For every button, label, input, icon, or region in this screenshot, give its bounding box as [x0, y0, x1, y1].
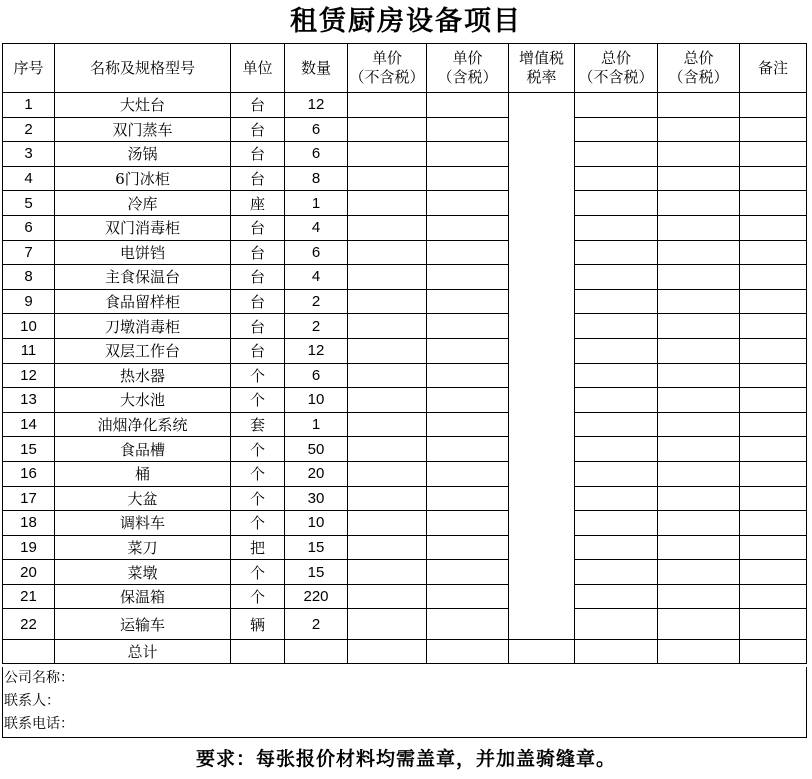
- table-row: [3, 314, 807, 339]
- row-seq: 9: [3, 289, 55, 314]
- row-seq: 16: [3, 461, 55, 486]
- row-price-ex-tax: [348, 265, 427, 290]
- table-row: [3, 191, 807, 216]
- row-price-in-tax: [427, 314, 509, 339]
- equipment-table: [2, 43, 807, 664]
- row-total-in-tax: [658, 461, 740, 486]
- row-remark: [740, 240, 807, 265]
- row-unit: 套: [231, 412, 285, 437]
- row-qty: 1: [285, 191, 348, 216]
- row-qty: 10: [285, 511, 348, 536]
- row-total-ex-tax: [575, 338, 658, 363]
- row-total-ex-tax: [575, 412, 658, 437]
- row-seq: 12: [3, 363, 55, 388]
- row-total-ex-tax: [575, 560, 658, 585]
- row-price-in-tax: [427, 142, 509, 167]
- row-total-in-tax: [658, 412, 740, 437]
- row-price-ex-tax: [348, 314, 427, 339]
- row-remark: [740, 166, 807, 191]
- row-total-in-tax: [658, 240, 740, 265]
- table-row: [3, 486, 807, 511]
- row-seq: 1: [3, 93, 55, 118]
- row-unit: 台: [231, 117, 285, 142]
- row-total-in-tax: [658, 215, 740, 240]
- header-price-ex-tax: 单价 （不含税）: [348, 44, 427, 93]
- row-price-in-tax: [427, 437, 509, 462]
- row-total-in-tax: [658, 363, 740, 388]
- row-remark: [740, 93, 807, 118]
- row-price-ex-tax: [348, 437, 427, 462]
- row-total-ex-tax: [575, 363, 658, 388]
- row-name: 油烟净化系统: [55, 412, 231, 437]
- row-seq: 14: [3, 412, 55, 437]
- table-row: [3, 437, 807, 462]
- row-remark: [740, 142, 807, 167]
- row-name: 大灶台: [55, 93, 231, 118]
- row-total-ex-tax: [575, 535, 658, 560]
- row-unit: 个: [231, 560, 285, 585]
- row-name: 主食保温台: [55, 265, 231, 290]
- row-seq: 3: [3, 142, 55, 167]
- row-remark: [740, 314, 807, 339]
- row-price-in-tax: [427, 584, 509, 609]
- row-price-ex-tax: [348, 486, 427, 511]
- row-qty: 6: [285, 142, 348, 167]
- row-qty: 220: [285, 584, 348, 609]
- row-total-in-tax: [658, 486, 740, 511]
- row-qty: 1: [285, 412, 348, 437]
- row-unit: 台: [231, 166, 285, 191]
- contact-person-label: 联系人：: [4, 693, 60, 709]
- total-cell: [3, 640, 55, 664]
- row-name: 运输车: [55, 609, 231, 640]
- vendor-info-box: [2, 667, 807, 738]
- row-qty: 6: [285, 363, 348, 388]
- row-total-ex-tax: [575, 93, 658, 118]
- row-seq: 19: [3, 535, 55, 560]
- row-name: 大盆: [55, 486, 231, 511]
- row-total-ex-tax: [575, 609, 658, 640]
- row-seq: 15: [3, 437, 55, 462]
- row-price-ex-tax: [348, 412, 427, 437]
- row-qty: 6: [285, 117, 348, 142]
- document-title: 租赁厨房设备项目: [290, 6, 522, 37]
- row-qty: 12: [285, 338, 348, 363]
- row-price-ex-tax: [348, 584, 427, 609]
- row-price-in-tax: [427, 240, 509, 265]
- row-price-ex-tax: [348, 215, 427, 240]
- row-price-ex-tax: [348, 511, 427, 536]
- row-remark: [740, 412, 807, 437]
- total-cell: [509, 640, 575, 664]
- row-remark: [740, 486, 807, 511]
- row-remark: [740, 215, 807, 240]
- row-seq: 20: [3, 560, 55, 585]
- row-total-ex-tax: [575, 511, 658, 536]
- row-seq: 17: [3, 486, 55, 511]
- row-price-in-tax: [427, 117, 509, 142]
- row-seq: 8: [3, 265, 55, 290]
- row-total-ex-tax: [575, 191, 658, 216]
- row-total-ex-tax: [575, 388, 658, 413]
- header-unit: 单位: [231, 44, 285, 93]
- total-label: 总计: [55, 640, 231, 664]
- row-total-in-tax: [658, 511, 740, 536]
- row-qty: 2: [285, 289, 348, 314]
- table-row: [3, 166, 807, 191]
- row-name: 6门冰柜: [55, 166, 231, 191]
- header-remark: 备注: [740, 44, 807, 93]
- row-qty: 50: [285, 437, 348, 462]
- table-row: [3, 584, 807, 609]
- total-row: [3, 640, 807, 664]
- row-name: 双门消毒柜: [55, 215, 231, 240]
- company-name-label: 公司名称：: [4, 670, 74, 686]
- row-total-ex-tax: [575, 584, 658, 609]
- row-name: 调料车: [55, 511, 231, 536]
- header-qty: 数量: [285, 44, 348, 93]
- row-price-in-tax: [427, 486, 509, 511]
- total-cell: [427, 640, 509, 664]
- row-qty: 2: [285, 609, 348, 640]
- row-seq: 4: [3, 166, 55, 191]
- table-row: [3, 560, 807, 585]
- row-unit: 台: [231, 314, 285, 339]
- row-name: 菜刀: [55, 535, 231, 560]
- row-total-ex-tax: [575, 461, 658, 486]
- row-remark: [740, 388, 807, 413]
- table-row: [3, 215, 807, 240]
- header-total-in-tax: 总价 （含税）: [658, 44, 740, 93]
- table-row: [3, 412, 807, 437]
- row-price-ex-tax: [348, 240, 427, 265]
- row-price-ex-tax: [348, 560, 427, 585]
- row-unit: 台: [231, 142, 285, 167]
- row-price-in-tax: [427, 363, 509, 388]
- table-row: [3, 117, 807, 142]
- row-total-ex-tax: [575, 117, 658, 142]
- total-cell: [575, 640, 658, 664]
- row-remark: [740, 511, 807, 536]
- row-unit: 台: [231, 338, 285, 363]
- row-total-ex-tax: [575, 437, 658, 462]
- row-total-ex-tax: [575, 240, 658, 265]
- row-name: 双层工作台: [55, 338, 231, 363]
- total-cell: [231, 640, 285, 664]
- row-seq: 6: [3, 215, 55, 240]
- row-price-in-tax: [427, 388, 509, 413]
- row-total-in-tax: [658, 166, 740, 191]
- row-price-ex-tax: [348, 363, 427, 388]
- row-price-ex-tax: [348, 191, 427, 216]
- row-total-ex-tax: [575, 142, 658, 167]
- row-seq: 13: [3, 388, 55, 413]
- row-price-ex-tax: [348, 461, 427, 486]
- table-row: [3, 461, 807, 486]
- row-unit: 个: [231, 388, 285, 413]
- row-unit: 台: [231, 93, 285, 118]
- row-total-ex-tax: [575, 265, 658, 290]
- row-name: 刀墩消毒柜: [55, 314, 231, 339]
- row-remark: [740, 437, 807, 462]
- row-unit: 个: [231, 486, 285, 511]
- row-qty: 10: [285, 388, 348, 413]
- row-unit: 把: [231, 535, 285, 560]
- table-row: [3, 535, 807, 560]
- header-vat-rate: 增值税 税率: [509, 44, 575, 93]
- row-unit: 台: [231, 240, 285, 265]
- row-name: 食品留样柜: [55, 289, 231, 314]
- row-total-ex-tax: [575, 289, 658, 314]
- row-total-in-tax: [658, 535, 740, 560]
- row-price-ex-tax: [348, 117, 427, 142]
- row-total-in-tax: [658, 437, 740, 462]
- table-row: [3, 511, 807, 536]
- row-unit: 个: [231, 511, 285, 536]
- row-total-ex-tax: [575, 486, 658, 511]
- contact-phone-label: 联系电话：: [4, 716, 74, 732]
- row-unit: 个: [231, 461, 285, 486]
- row-remark: [740, 265, 807, 290]
- total-cell: [285, 640, 348, 664]
- row-qty: 4: [285, 265, 348, 290]
- row-remark: [740, 584, 807, 609]
- row-price-in-tax: [427, 215, 509, 240]
- row-unit: 个: [231, 437, 285, 462]
- row-price-in-tax: [427, 166, 509, 191]
- table-row: [3, 388, 807, 413]
- row-price-ex-tax: [348, 609, 427, 640]
- row-name: 双门蒸车: [55, 117, 231, 142]
- row-price-in-tax: [427, 289, 509, 314]
- table-row: [3, 609, 807, 640]
- row-unit: 台: [231, 289, 285, 314]
- row-price-in-tax: [427, 412, 509, 437]
- table-row: [3, 289, 807, 314]
- row-price-in-tax: [427, 535, 509, 560]
- row-seq: 22: [3, 609, 55, 640]
- row-total-in-tax: [658, 93, 740, 118]
- row-price-ex-tax: [348, 289, 427, 314]
- header-seq: 序号: [3, 44, 55, 93]
- row-price-ex-tax: [348, 388, 427, 413]
- row-remark: [740, 289, 807, 314]
- row-qty: 12: [285, 93, 348, 118]
- row-price-in-tax: [427, 338, 509, 363]
- header-total-ex-tax: 总价 （不含税）: [575, 44, 658, 93]
- row-name: 保温箱: [55, 584, 231, 609]
- row-name: 菜墩: [55, 560, 231, 585]
- row-price-in-tax: [427, 191, 509, 216]
- row-qty: 2: [285, 314, 348, 339]
- row-seq: 7: [3, 240, 55, 265]
- row-total-in-tax: [658, 314, 740, 339]
- row-total-in-tax: [658, 609, 740, 640]
- row-seq: 5: [3, 191, 55, 216]
- row-name: 热水器: [55, 363, 231, 388]
- table-row: [3, 363, 807, 388]
- row-price-in-tax: [427, 511, 509, 536]
- row-seq: 11: [3, 338, 55, 363]
- row-price-ex-tax: [348, 535, 427, 560]
- row-total-in-tax: [658, 289, 740, 314]
- row-total-in-tax: [658, 265, 740, 290]
- row-remark: [740, 461, 807, 486]
- row-name: 食品槽: [55, 437, 231, 462]
- row-qty: 30: [285, 486, 348, 511]
- row-remark: [740, 560, 807, 585]
- row-qty: 15: [285, 560, 348, 585]
- row-unit: 台: [231, 265, 285, 290]
- row-remark: [740, 191, 807, 216]
- row-total-in-tax: [658, 142, 740, 167]
- row-total-ex-tax: [575, 215, 658, 240]
- row-total-in-tax: [658, 338, 740, 363]
- row-price-ex-tax: [348, 142, 427, 167]
- row-total-in-tax: [658, 560, 740, 585]
- row-unit: 辆: [231, 609, 285, 640]
- row-unit: 个: [231, 584, 285, 609]
- row-qty: 6: [285, 240, 348, 265]
- row-price-ex-tax: [348, 166, 427, 191]
- row-price-in-tax: [427, 265, 509, 290]
- table-row: [3, 265, 807, 290]
- header-row: [3, 44, 807, 93]
- row-seq: 10: [3, 314, 55, 339]
- row-price-in-tax: [427, 461, 509, 486]
- table-row: [3, 240, 807, 265]
- row-remark: [740, 535, 807, 560]
- row-price-ex-tax: [348, 93, 427, 118]
- row-seq: 21: [3, 584, 55, 609]
- total-cell: [658, 640, 740, 664]
- row-name: 冷库: [55, 191, 231, 216]
- row-qty: 20: [285, 461, 348, 486]
- row-qty: 4: [285, 215, 348, 240]
- row-seq: 18: [3, 511, 55, 536]
- row-total-in-tax: [658, 191, 740, 216]
- row-price-in-tax: [427, 560, 509, 585]
- row-total-in-tax: [658, 584, 740, 609]
- row-total-ex-tax: [575, 166, 658, 191]
- row-qty: 8: [285, 166, 348, 191]
- total-cell: [348, 640, 427, 664]
- row-name: 桶: [55, 461, 231, 486]
- row-qty: 15: [285, 535, 348, 560]
- row-price-ex-tax: [348, 338, 427, 363]
- table-row: [3, 338, 807, 363]
- header-name: 名称及规格型号: [55, 44, 231, 93]
- row-unit: 座: [231, 191, 285, 216]
- row-total-ex-tax: [575, 314, 658, 339]
- vat-rate-cell: [509, 93, 575, 640]
- table-row: [3, 93, 807, 118]
- row-total-in-tax: [658, 117, 740, 142]
- table-row: [3, 142, 807, 167]
- row-name: 汤锅: [55, 142, 231, 167]
- row-price-in-tax: [427, 93, 509, 118]
- row-remark: [740, 117, 807, 142]
- row-remark: [740, 609, 807, 640]
- row-name: 电饼铛: [55, 240, 231, 265]
- row-unit: 个: [231, 363, 285, 388]
- row-price-in-tax: [427, 609, 509, 640]
- row-seq: 2: [3, 117, 55, 142]
- total-cell: [740, 640, 807, 664]
- requirement-note: 要求：每张报价材料均需盖章，并加盖骑缝章。: [195, 748, 616, 770]
- row-total-in-tax: [658, 388, 740, 413]
- row-unit: 台: [231, 215, 285, 240]
- row-remark: [740, 363, 807, 388]
- header-price-in-tax: 单价 （含税）: [427, 44, 509, 93]
- row-remark: [740, 338, 807, 363]
- row-name: 大水池: [55, 388, 231, 413]
